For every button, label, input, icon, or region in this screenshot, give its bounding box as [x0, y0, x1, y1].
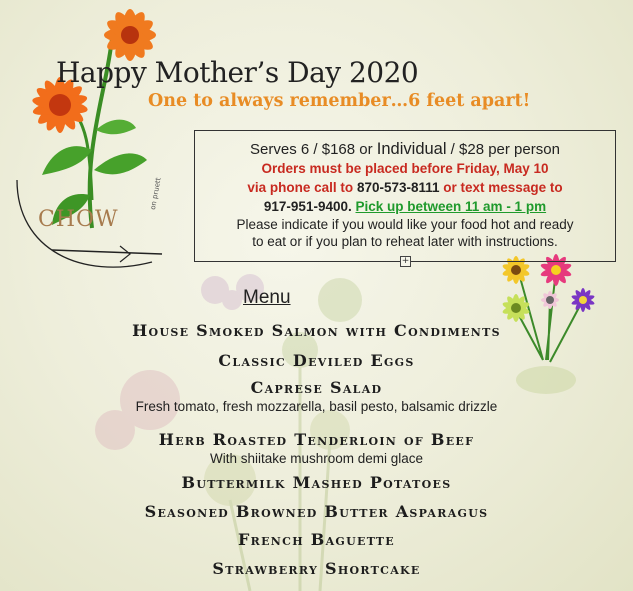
menu-item	[0, 351, 633, 371]
menu-item	[0, 430, 633, 467]
menu-item	[0, 559, 633, 579]
menu-item-description: With shiitake mushroom demi glace	[209, 451, 424, 466]
menu-item-name: House Smoked Salmon with Condiments	[132, 321, 501, 340]
order-contact-line	[195, 178, 615, 197]
pricing-individual: Individual	[376, 140, 447, 158]
pricing-serves: Serves 6 / $168 or	[250, 141, 377, 158]
page-subtitle: One to always remember…6 feet apart!	[148, 91, 531, 111]
instructions-line-2: to eat or if you plan to reheat later with instructions.	[252, 234, 558, 249]
menu-item-name: Classic Deviled Eggs	[218, 351, 415, 370]
order-info-box	[194, 130, 616, 262]
pricing-line	[195, 140, 615, 159]
menu-heading: Menu	[243, 287, 291, 308]
menu-item	[0, 378, 633, 415]
logo-tagline: on pruett	[149, 176, 163, 211]
menu-item-name: Caprese Salad	[250, 378, 383, 397]
order-text-line	[195, 197, 615, 216]
logo-wordmark: CHOW	[38, 207, 119, 232]
menu-item-name: Herb Roasted Tenderloin of Beef	[158, 430, 475, 449]
pricing-per-person: / $28 per person	[446, 141, 560, 158]
menu-item-name: Buttermilk Mashed Potatoes	[181, 473, 452, 492]
contact-text-intro: or text message to	[439, 180, 563, 195]
page-title: Happy Mother’s Day 2020	[56, 56, 419, 89]
phone-number: 870-573-8111	[356, 180, 440, 195]
text-number: 917-951-9400.	[263, 199, 352, 214]
menu-item	[0, 530, 633, 550]
order-deadline: Orders must be placed before Friday, May 10	[261, 161, 549, 176]
pickup-window: Pick up between 11 am - 1 pm	[355, 199, 547, 214]
box-resize-handle[interactable]: +	[401, 256, 410, 266]
menu-item-name: Seasoned Browned Butter Asparagus	[144, 502, 489, 521]
menu-item	[0, 502, 633, 522]
orange-flowers-illustration	[12, 0, 182, 280]
menu-item-name: Strawberry Shortcake	[212, 559, 421, 578]
menu-item	[0, 321, 633, 341]
contact-phone-intro: via phone call to	[247, 180, 357, 195]
menu-item-description: Fresh tomato, fresh mozzarella, basil pesto, balsamic drizzle	[135, 399, 498, 414]
menu-item	[0, 473, 633, 493]
instructions-line-1: Please indicate if you would like your food hot and ready	[236, 217, 574, 232]
menu-item-name: French Baguette	[238, 530, 395, 549]
